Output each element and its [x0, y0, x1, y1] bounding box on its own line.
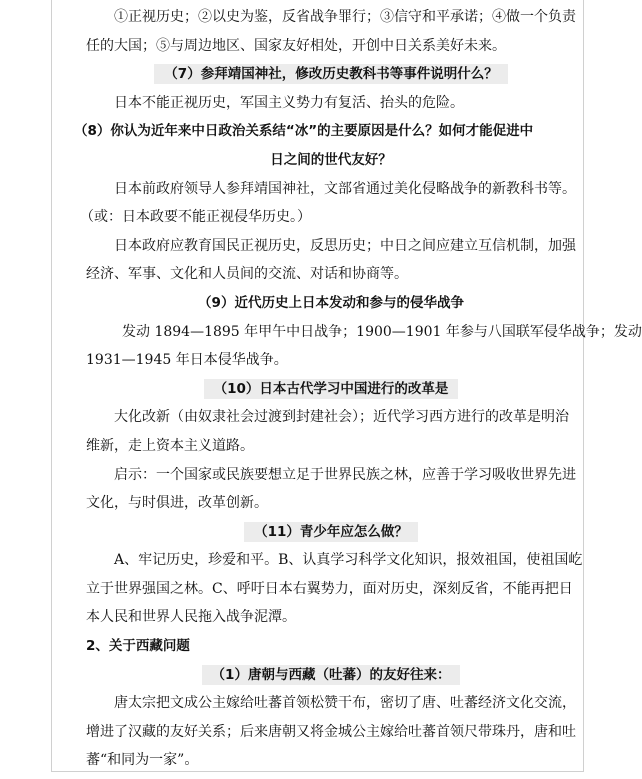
- answer-line: 发动 1894—1895 年甲午中日战争；1900—1901 年参与八国联军侵华战争；发动: [122, 323, 642, 340]
- question-heading: [86, 60, 576, 89]
- question-text: （10）日本古代学习中国进行的改革是: [204, 379, 459, 399]
- question-heading: [86, 518, 576, 547]
- answer-line: 立于世界强国之林。C、呼吁日本右翼势力，面对历史，深刻反省，不能再把日: [86, 580, 573, 597]
- paragraph-line: ①正视历史；②以史为鉴，反省战争罪行；③信守和平承诺；④做一个负责: [114, 9, 576, 25]
- answer-line: 日本前政府领导人参拜靖国神社，文部省通过美化侵略战争的新教科书等。: [114, 180, 576, 197]
- paragraph-line: 增进了汉藏的友好关系；后来唐朝又将金城公主嫁给吐蕃首领尺带珠丹，唐和吐: [86, 723, 576, 740]
- question-heading: （9）近代历史上日本发动和参与的侵华战争: [198, 294, 464, 311]
- subsection-heading: [86, 661, 576, 690]
- answer-line: 日本政府应教育国民正视历史，反思历史；中日之间应建立互信机制，加强: [114, 237, 576, 254]
- answer-line: 经济、军事、文化和人员间的交流、对话和协商等。: [86, 266, 408, 283]
- section-heading: 2、关于西藏问题: [86, 638, 190, 655]
- paragraph-line: 任的大国；⑤与周边地区、国家友好相处，开创中日关系美好未来。: [86, 37, 506, 54]
- question-heading: （8）你认为近年来中日政治关系结“冰”的主要原因是什么？如何才能促进中: [74, 123, 534, 140]
- answer-line: （或：日本政要不能正视侵华历史。）: [80, 209, 311, 226]
- answer-line: 启示：一个国家或民族要想立足于世界民族之林，应善于学习吸收世界先进: [114, 466, 576, 483]
- question-heading: [86, 375, 576, 404]
- question-text: （7）参拜靖国神社，修改历史教科书等事件说明什么？: [154, 64, 507, 84]
- question-text: （11）青少年应怎么做？: [244, 522, 418, 542]
- page-border-right: [583, 0, 584, 771]
- answer-line: 1931—1945 年日本侵华战争。: [86, 352, 288, 369]
- paragraph-line: 蕃“和同为一家”。: [86, 752, 199, 769]
- answer-line: 本人民和世界人民拖入战争泥潭。: [86, 609, 296, 626]
- subsection-text: （1）唐朝与西藏（吐蕃）的友好往来：: [202, 665, 461, 685]
- document-content: [74, 3, 642, 775]
- question-heading-continued: 日之间的世代友好？: [270, 151, 392, 168]
- answer-line: 维新，走上资本主义道路。: [86, 437, 254, 454]
- answer-line: 文化，与时俱进，改革创新。: [86, 495, 268, 512]
- page-border-left: [51, 0, 52, 771]
- answer-line: 大化改新（由奴隶社会过渡到封建社会）；近代学习西方进行的改革是明治: [114, 409, 569, 426]
- paragraph-line: 唐太宗把文成公主嫁给吐蕃首领松赞干布，密切了唐、吐蕃经济文化交流，: [114, 695, 576, 712]
- answer-line: A、牢记历史，珍爱和平。B、认真学习科学文化知识，报效祖国，使祖国屹: [114, 552, 583, 569]
- answer-line: 日本不能正视历史，军国主义势力有复活、抬头的危险。: [114, 94, 464, 111]
